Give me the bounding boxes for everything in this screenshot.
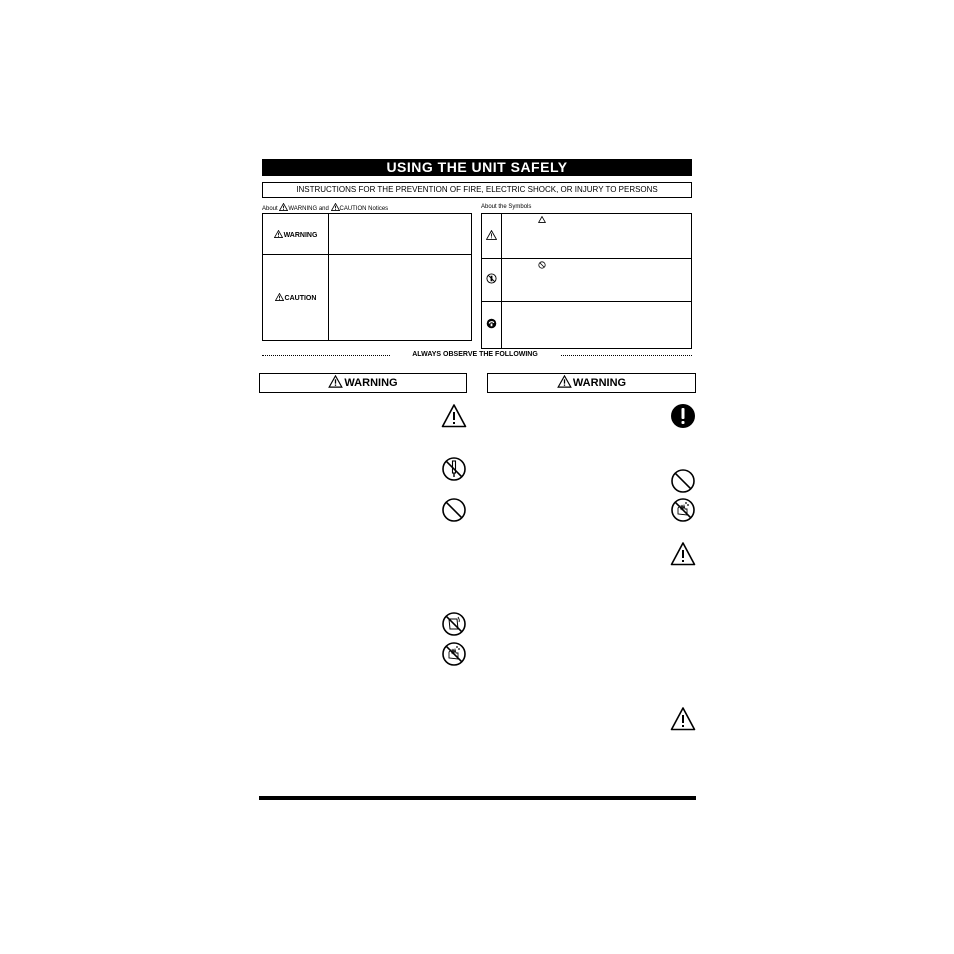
warning-heading-right-text: WARNING <box>572 377 627 389</box>
caution-triangle-icon <box>331 203 340 211</box>
instructions-banner: INSTRUCTIONS FOR THE PREVENTION OF FIRE, ELECTRIC SHOCK, OR INJURY TO PERSONS <box>262 182 692 198</box>
caution-triangle-icon <box>275 293 284 301</box>
symbol-text-triangle <box>502 214 692 259</box>
caution-triangle-icon <box>670 706 696 732</box>
notices-table <box>262 213 472 341</box>
notice-row-warning <box>263 214 472 255</box>
warning-heading-left-text: WARNING <box>344 377 398 389</box>
warning-triangle-icon <box>328 375 343 388</box>
symbol-row-prohibition <box>482 259 692 302</box>
notice-text-caution <box>329 255 472 341</box>
notice-text-warning <box>329 214 472 255</box>
mandatory-action-icon <box>670 403 696 429</box>
warning-heading-right <box>487 373 696 393</box>
warning-triangle-icon <box>486 230 497 240</box>
symbol-cell-prohibition <box>482 259 502 302</box>
caution-triangle-icon <box>670 541 696 567</box>
small-prohibition-icon <box>538 261 546 269</box>
page-title: USING THE UNIT SAFELY <box>262 159 692 176</box>
prohibited-icon <box>670 468 696 494</box>
warning-triangle-icon <box>279 203 288 211</box>
symbol-row-triangle <box>482 214 692 259</box>
notices-heading <box>262 203 388 213</box>
notice-label-caution-text: CAUTION <box>284 295 317 302</box>
no-disassembly-icon <box>486 273 497 284</box>
keep-away-from-water-icon <box>441 611 467 637</box>
notices-warning-text: WARNING <box>288 206 318 212</box>
symbol-text-mandatory <box>502 302 692 349</box>
warning-heading-left <box>259 373 467 393</box>
symbol-cell-triangle <box>482 214 502 259</box>
symbols-heading: About the Symbols <box>481 204 532 210</box>
notice-label-warning <box>263 214 329 255</box>
bottom-rule <box>259 796 696 800</box>
do-not-touch-wet-icon <box>670 497 696 523</box>
unplug-icon <box>486 318 497 329</box>
notices-caution-text: CAUTION Notices <box>339 206 389 212</box>
always-observe-heading: ALWAYS OBSERVE THE FOLLOWING <box>390 350 560 360</box>
symbol-text-prohibition <box>502 259 692 302</box>
notice-label-caution <box>263 255 329 341</box>
notices-about-text: About <box>262 206 278 212</box>
do-not-touch-wet-icon <box>441 641 467 667</box>
do-not-disassemble-icon <box>441 456 467 482</box>
notices-and-text: and <box>318 206 329 212</box>
symbol-cell-mandatory <box>482 302 502 349</box>
small-triangle-icon <box>538 216 546 223</box>
warning-triangle-icon <box>557 375 572 388</box>
warning-triangle-icon <box>274 230 283 238</box>
prohibited-icon <box>441 497 467 523</box>
caution-triangle-icon <box>441 403 467 429</box>
symbol-row-mandatory <box>482 302 692 349</box>
symbols-table <box>481 213 692 349</box>
notice-row-caution <box>263 255 472 341</box>
notice-label-warning-text: WARNING <box>283 231 318 239</box>
